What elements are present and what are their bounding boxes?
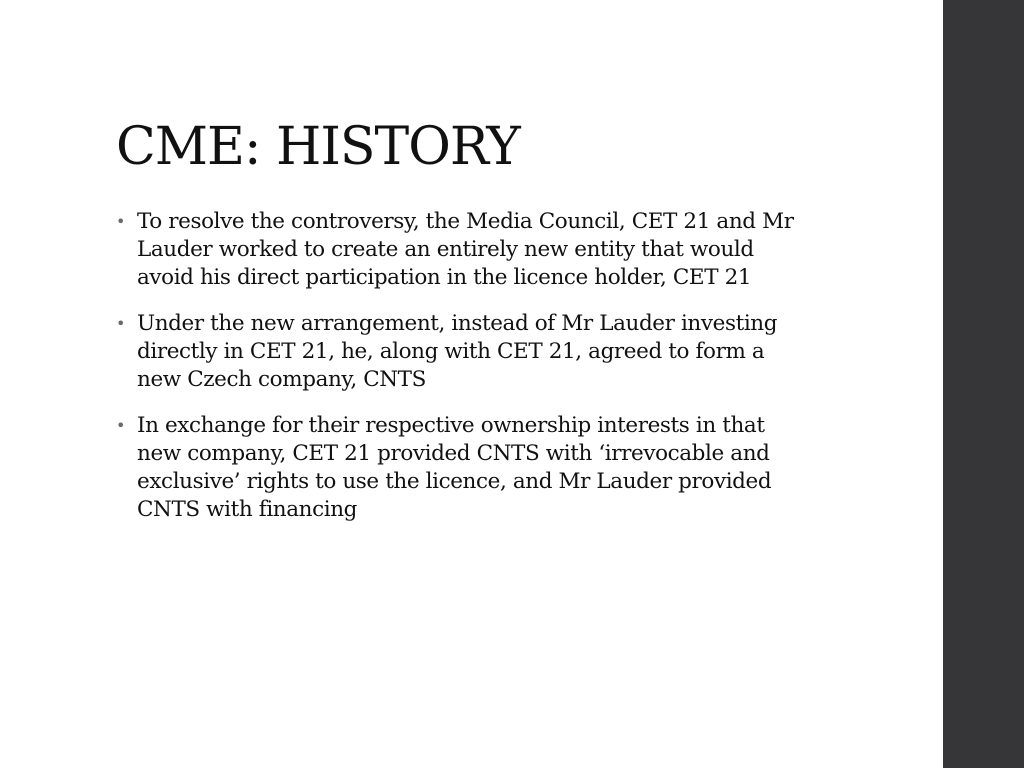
bullet-marker: • — [116, 416, 126, 435]
bullet-item — [116, 310, 806, 394]
bullet-marker: • — [116, 314, 126, 333]
bullet-list — [116, 208, 806, 542]
bullet-item — [116, 208, 806, 292]
bullet-text: In exchange for their respective ownership interests in that new company, CET 21 provided CNTS with ‘irrevocable and exclusive’ rights to use the licence, and Mr Lauder provided CNTS with financing — [137, 413, 772, 522]
bullet-item — [116, 412, 806, 524]
bullet-text: To resolve the controversy, the Media Council, CET 21 and Mr Lauder worked to create an entirely new entity that would avoid his direct participation in the licence holder, CET 21 — [137, 209, 794, 290]
slide-title: CME: HISTORY — [116, 117, 520, 177]
bullet-text: Under the new arrangement, instead of Mr Lauder investing directly in CET 21, he, along with CET 21, agreed to form a new Czech company, CNTS — [137, 311, 778, 392]
bullet-marker: • — [116, 212, 126, 231]
side-accent-bar — [943, 0, 1024, 768]
